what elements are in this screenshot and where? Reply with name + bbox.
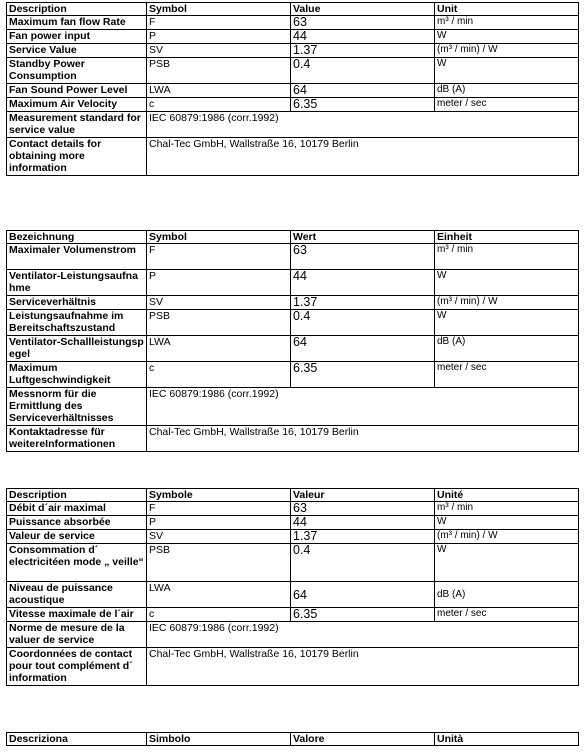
row-symbol: c — [147, 98, 291, 112]
header-unit: Unit — [435, 3, 579, 16]
table-row — [7, 516, 579, 530]
table-header-row — [7, 733, 579, 746]
row-label: Niveau de puissance acoustique — [7, 582, 147, 608]
row-unit: W — [435, 516, 579, 530]
header-unit: Unité — [435, 489, 579, 502]
table-row — [7, 84, 579, 98]
row-label: Débit d´air maximal — [7, 502, 147, 516]
table-row — [7, 16, 579, 30]
row-contact: Chal-Tec GmbH, Wallstraße 16, 10179 Berlin — [147, 648, 579, 686]
table-row — [7, 112, 579, 138]
row-unit: W — [435, 310, 579, 336]
row-symbol: P — [147, 270, 291, 296]
row-symbol: c — [147, 362, 291, 388]
row-value: 44 — [291, 270, 435, 296]
table-row — [7, 362, 579, 388]
row-contact: Chal-Tec GmbH, Wallstraße 16, 10179 Berlin — [147, 426, 579, 452]
table-row — [7, 138, 579, 176]
header-description: Bezeichnung — [7, 231, 147, 244]
table-row — [7, 648, 579, 686]
header-description: Description — [7, 489, 147, 502]
header-symbol: Symbol — [147, 3, 291, 16]
row-symbol: F — [147, 502, 291, 516]
row-symbol: LWA — [147, 84, 291, 98]
header-value: Valore — [291, 733, 435, 746]
table-row — [7, 244, 579, 270]
row-symbol: PSB — [147, 58, 291, 84]
row-label: Contact details for obtaining more information — [7, 138, 147, 176]
row-label: Valeur de service — [7, 530, 147, 544]
header-unit: Einheit — [435, 231, 579, 244]
table-row — [7, 622, 579, 648]
table-header-row — [7, 489, 579, 502]
table-row — [7, 502, 579, 516]
row-value: 64 — [291, 582, 435, 608]
row-standard: IEC 60879:1986 (corr.1992) — [147, 112, 579, 138]
row-symbol: P — [147, 516, 291, 530]
table-row — [7, 296, 579, 310]
header-description: Description — [7, 3, 147, 16]
row-label: Maximaler Volumenstrom — [7, 244, 147, 270]
row-label: Fan Sound Power Level — [7, 84, 147, 98]
row-label: Fan power input — [7, 30, 147, 44]
row-symbol: SV — [147, 296, 291, 310]
row-label: Standby Power Consumption — [7, 58, 147, 84]
row-unit: (m³ / min) / W — [435, 44, 579, 58]
table-row — [7, 336, 579, 362]
table-header-row — [7, 3, 579, 16]
row-unit: dB (A) — [435, 582, 579, 608]
header-unit: Unità — [435, 733, 579, 746]
row-label: Leistungsaufnahme im Bereitschaftszustand — [7, 310, 147, 336]
row-label: Consommation d´ electricitéen mode „ veille“ — [7, 544, 147, 582]
header-symbol: Symbol — [147, 231, 291, 244]
row-symbol: LWA — [147, 582, 291, 608]
table-row — [7, 44, 579, 58]
table-row — [7, 58, 579, 84]
spec-table-italian — [6, 732, 579, 746]
row-label: Maximum fan flow Rate — [7, 16, 147, 30]
row-value: 44 — [291, 30, 435, 44]
row-unit: dB (A) — [435, 336, 579, 362]
row-unit: m³ / min — [435, 502, 579, 516]
row-symbol: SV — [147, 44, 291, 58]
row-value: 0.4 — [291, 310, 435, 336]
row-value: 64 — [291, 336, 435, 362]
row-symbol: PSB — [147, 544, 291, 582]
row-value: 1.37 — [291, 296, 435, 310]
row-label: Ventilator-Schallleistungspegel — [7, 336, 147, 362]
row-label: Ventilator-Leistungsaufnahme — [7, 270, 147, 296]
row-value: 6.35 — [291, 608, 435, 622]
row-label: Puissance absorbée — [7, 516, 147, 530]
row-symbol: P — [147, 30, 291, 44]
row-unit: m³ / min — [435, 244, 579, 270]
row-value: 6.35 — [291, 98, 435, 112]
table-row — [7, 270, 579, 296]
row-label: Vitesse maximale de l´air — [7, 608, 147, 622]
row-value: 63 — [291, 244, 435, 270]
table-row — [7, 530, 579, 544]
row-label: Serviceverhältnis — [7, 296, 147, 310]
row-value: 64 — [291, 84, 435, 98]
row-label: Maximum Air Velocity — [7, 98, 147, 112]
table-row — [7, 582, 579, 608]
row-unit: W — [435, 30, 579, 44]
row-unit: (m³ / min) / W — [435, 530, 579, 544]
row-unit: (m³ / min) / W — [435, 296, 579, 310]
spec-table-french — [6, 488, 579, 686]
header-description: Descriziona — [7, 733, 147, 746]
row-value: 0.4 — [291, 58, 435, 84]
row-unit: dB (A) — [435, 84, 579, 98]
spec-table-german — [6, 230, 579, 452]
table-header-row — [7, 231, 579, 244]
row-unit: W — [435, 544, 579, 582]
row-value: 6.35 — [291, 362, 435, 388]
table-row — [7, 608, 579, 622]
table-row — [7, 30, 579, 44]
table-row — [7, 426, 579, 452]
spec-table-english — [6, 2, 579, 176]
row-symbol: PSB — [147, 310, 291, 336]
row-label: Coordonnées de contact pour tout complément d´ information — [7, 648, 147, 686]
row-value: 63 — [291, 16, 435, 30]
row-symbol: F — [147, 16, 291, 30]
row-symbol: c — [147, 608, 291, 622]
row-standard: IEC 60879:1986 (corr.1992) — [147, 388, 579, 426]
row-symbol: F — [147, 244, 291, 270]
row-value: 1.37 — [291, 44, 435, 58]
row-label: Measurement standard for service value — [7, 112, 147, 138]
row-value: 44 — [291, 516, 435, 530]
table-row — [7, 544, 579, 582]
row-unit: meter / sec — [435, 362, 579, 388]
row-unit: m³ / min — [435, 16, 579, 30]
row-standard: IEC 60879:1986 (corr.1992) — [147, 622, 579, 648]
header-symbol: Symbole — [147, 489, 291, 502]
row-symbol: LWA — [147, 336, 291, 362]
row-label: Kontaktadresse für weitereInformationen — [7, 426, 147, 452]
row-symbol: SV — [147, 530, 291, 544]
row-label: Messnorm für die Ermittlung des Serviceverhältnisses — [7, 388, 147, 426]
row-contact: Chal-Tec GmbH, Wallstraße 16, 10179 Berlin — [147, 138, 579, 176]
table-row — [7, 310, 579, 336]
row-value: 0.4 — [291, 544, 435, 582]
table-row — [7, 388, 579, 426]
row-label: Service Value — [7, 44, 147, 58]
row-value: 63 — [291, 502, 435, 516]
table-row — [7, 98, 579, 112]
row-unit: W — [435, 270, 579, 296]
row-value: 1.37 — [291, 530, 435, 544]
row-unit: meter / sec — [435, 98, 579, 112]
row-label: Norme de mesure de la valuer de service — [7, 622, 147, 648]
header-value: Valeur — [291, 489, 435, 502]
header-value: Wert — [291, 231, 435, 244]
row-unit: meter / sec — [435, 608, 579, 622]
row-label: Maximum Luftgeschwindigkeit — [7, 362, 147, 388]
header-value: Value — [291, 3, 435, 16]
row-unit: W — [435, 58, 579, 84]
header-symbol: Simbolo — [147, 733, 291, 746]
